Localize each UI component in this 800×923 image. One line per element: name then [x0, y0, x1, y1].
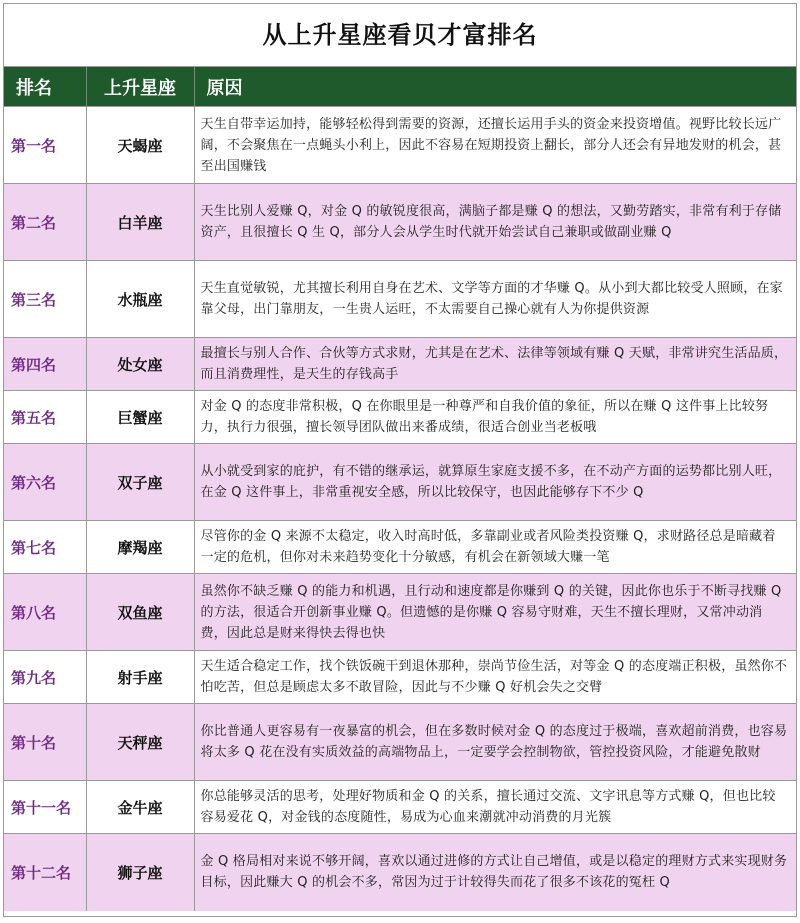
table-row	[4, 338, 796, 391]
rank-cell: 第七名	[4, 521, 86, 574]
reason-cell: 你总能够灵活的思考，处理好物质和金 Q 的关系，擅长通过交流、文字讯息等方式赚 Q，但也比较容易爱花 Q，对金钱的态度随性，易成为心血来潮就冲动消费的月光簇	[194, 781, 796, 834]
rank-cell: 第六名	[4, 444, 86, 521]
reason-cell: 对金 Q 的态度非常积极，Q 在你眼里是一种尊严和自我价值的象征，所以在赚 Q 这件事上比较努力，执行力很强，擅长领导团队做出来番成绩，很适合创业当老板哦	[194, 391, 796, 444]
table-header-row	[4, 67, 796, 107]
reason-cell: 从小就受到家的庇护，有不错的继承运，就算原生家庭支援不多，在不动产方面的运势都比别人旺，在金 Q 这件事上，非常重视安全感，所以比较保守，也因此能够存下不少 Q	[194, 444, 796, 521]
sign-cell: 双子座	[86, 444, 194, 521]
reason-cell: 天生比别人爱赚 Q，对金 Q 的敏锐度很高，满脑子都是赚 Q 的想法，又勤劳踏实，非常有利于存储资产，且很擅长 Q 生 Q，部分人会从学生时代就开始尝试自己兼职或做副业赚 Q	[194, 184, 796, 261]
reason-cell: 尽管你的金 Q 来源不太稳定，收入时高时低，多靠副业或者风险类投资赚 Q，求财路径总是暗藏着一定的危机，但你对未来趋势变化十分敏感，有机会在新领域大赚一笔	[194, 521, 796, 574]
rank-cell: 第八名	[4, 574, 86, 651]
table-row	[4, 834, 796, 911]
sign-cell: 天秤座	[86, 704, 194, 781]
rank-cell: 第四名	[4, 338, 86, 391]
table-row	[4, 704, 796, 781]
table-row	[4, 261, 796, 338]
table-row	[4, 574, 796, 651]
sign-cell: 巨蟹座	[86, 391, 194, 444]
sign-cell: 天蝎座	[86, 107, 194, 184]
rank-cell: 第三名	[4, 261, 86, 338]
table-row	[4, 391, 796, 444]
ranking-table	[4, 67, 796, 911]
table-row	[4, 107, 796, 184]
column-header-sign: 上升星座	[86, 67, 194, 107]
sign-cell: 金牛座	[86, 781, 194, 834]
sign-cell: 双鱼座	[86, 574, 194, 651]
rank-cell: 第十一名	[4, 781, 86, 834]
rank-cell: 第二名	[4, 184, 86, 261]
sign-cell: 白羊座	[86, 184, 194, 261]
table-row	[4, 781, 796, 834]
sign-cell: 射手座	[86, 651, 194, 704]
sign-cell: 水瓶座	[86, 261, 194, 338]
table-row	[4, 444, 796, 521]
page-title: 从上升星座看贝才富排名	[4, 4, 796, 67]
sign-cell: 处女座	[86, 338, 194, 391]
reason-cell: 金 Q 格局相对来说不够开阔，喜欢以通过进修的方式让自己增值，或是以稳定的理财方式来实现财务目标，因此赚大 Q 的机会不多，常因为过于计较得失而花了很多不该花的冤枉 Q	[194, 834, 796, 911]
ranking-sheet	[3, 3, 797, 917]
rank-cell: 第五名	[4, 391, 86, 444]
sign-cell: 摩羯座	[86, 521, 194, 574]
sign-cell: 狮子座	[86, 834, 194, 911]
reason-cell: 天生自带幸运加持，能够轻松得到需要的资源，还擅长运用手头的资金来投资增值。视野比较长远广阔，不会聚焦在一点蝇头小利上，因此不容易在短期投资上翻长，部分人还会有异地发财的机会，甚至出国赚钱	[194, 107, 796, 184]
table-row	[4, 184, 796, 261]
rank-cell: 第九名	[4, 651, 86, 704]
column-header-rank: 排名	[4, 67, 86, 107]
rank-cell: 第一名	[4, 107, 86, 184]
reason-cell: 你比普通人更容易有一夜暴富的机会，但在多数时候对金 Q 的态度过于极端，喜欢超前消费，也容易将太多 Q 花在没有实质效益的高端物品上，一定要学会控制物欲，管控投资风险，才能避免散财	[194, 704, 796, 781]
reason-cell: 虽然你不缺乏赚 Q 的能力和机遇，且行动和速度都是你赚到 Q 的关键，因此你也乐于不断寻找赚 Q 的方法，很适合开创新事业赚 Q。但遗憾的是你赚 Q 容易守财难，天生不擅长理财，又常冲动消费，因此总是财来得快去得也快	[194, 574, 796, 651]
table-row	[4, 651, 796, 704]
reason-cell: 天生直觉敏锐，尤其擅长利用自身在艺术、文学等方面的才华赚 Q。从小到大都比较受人照顾，在家靠父母，出门靠朋友，一生贵人运旺，不太需要自己操心就有人为你提供资源	[194, 261, 796, 338]
rank-cell: 第十名	[4, 704, 86, 781]
reason-cell: 天生适合稳定工作，找个铁饭碗干到退休那种，崇尚节俭生活，对等金 Q 的态度端正积极，虽然你不怕吃苦，但总是顾虑太多不敢冒险，因此与不少赚 Q 好机会失之交臂	[194, 651, 796, 704]
rank-cell: 第十二名	[4, 834, 86, 911]
reason-cell: 最擅长与别人合作、合伙等方式求财，尤其是在艺术、法律等领域有赚 Q 天赋，非常讲究生活品质，而且消费理性，是天生的存钱高手	[194, 338, 796, 391]
column-header-reason: 原因	[194, 67, 796, 107]
table-row	[4, 521, 796, 574]
